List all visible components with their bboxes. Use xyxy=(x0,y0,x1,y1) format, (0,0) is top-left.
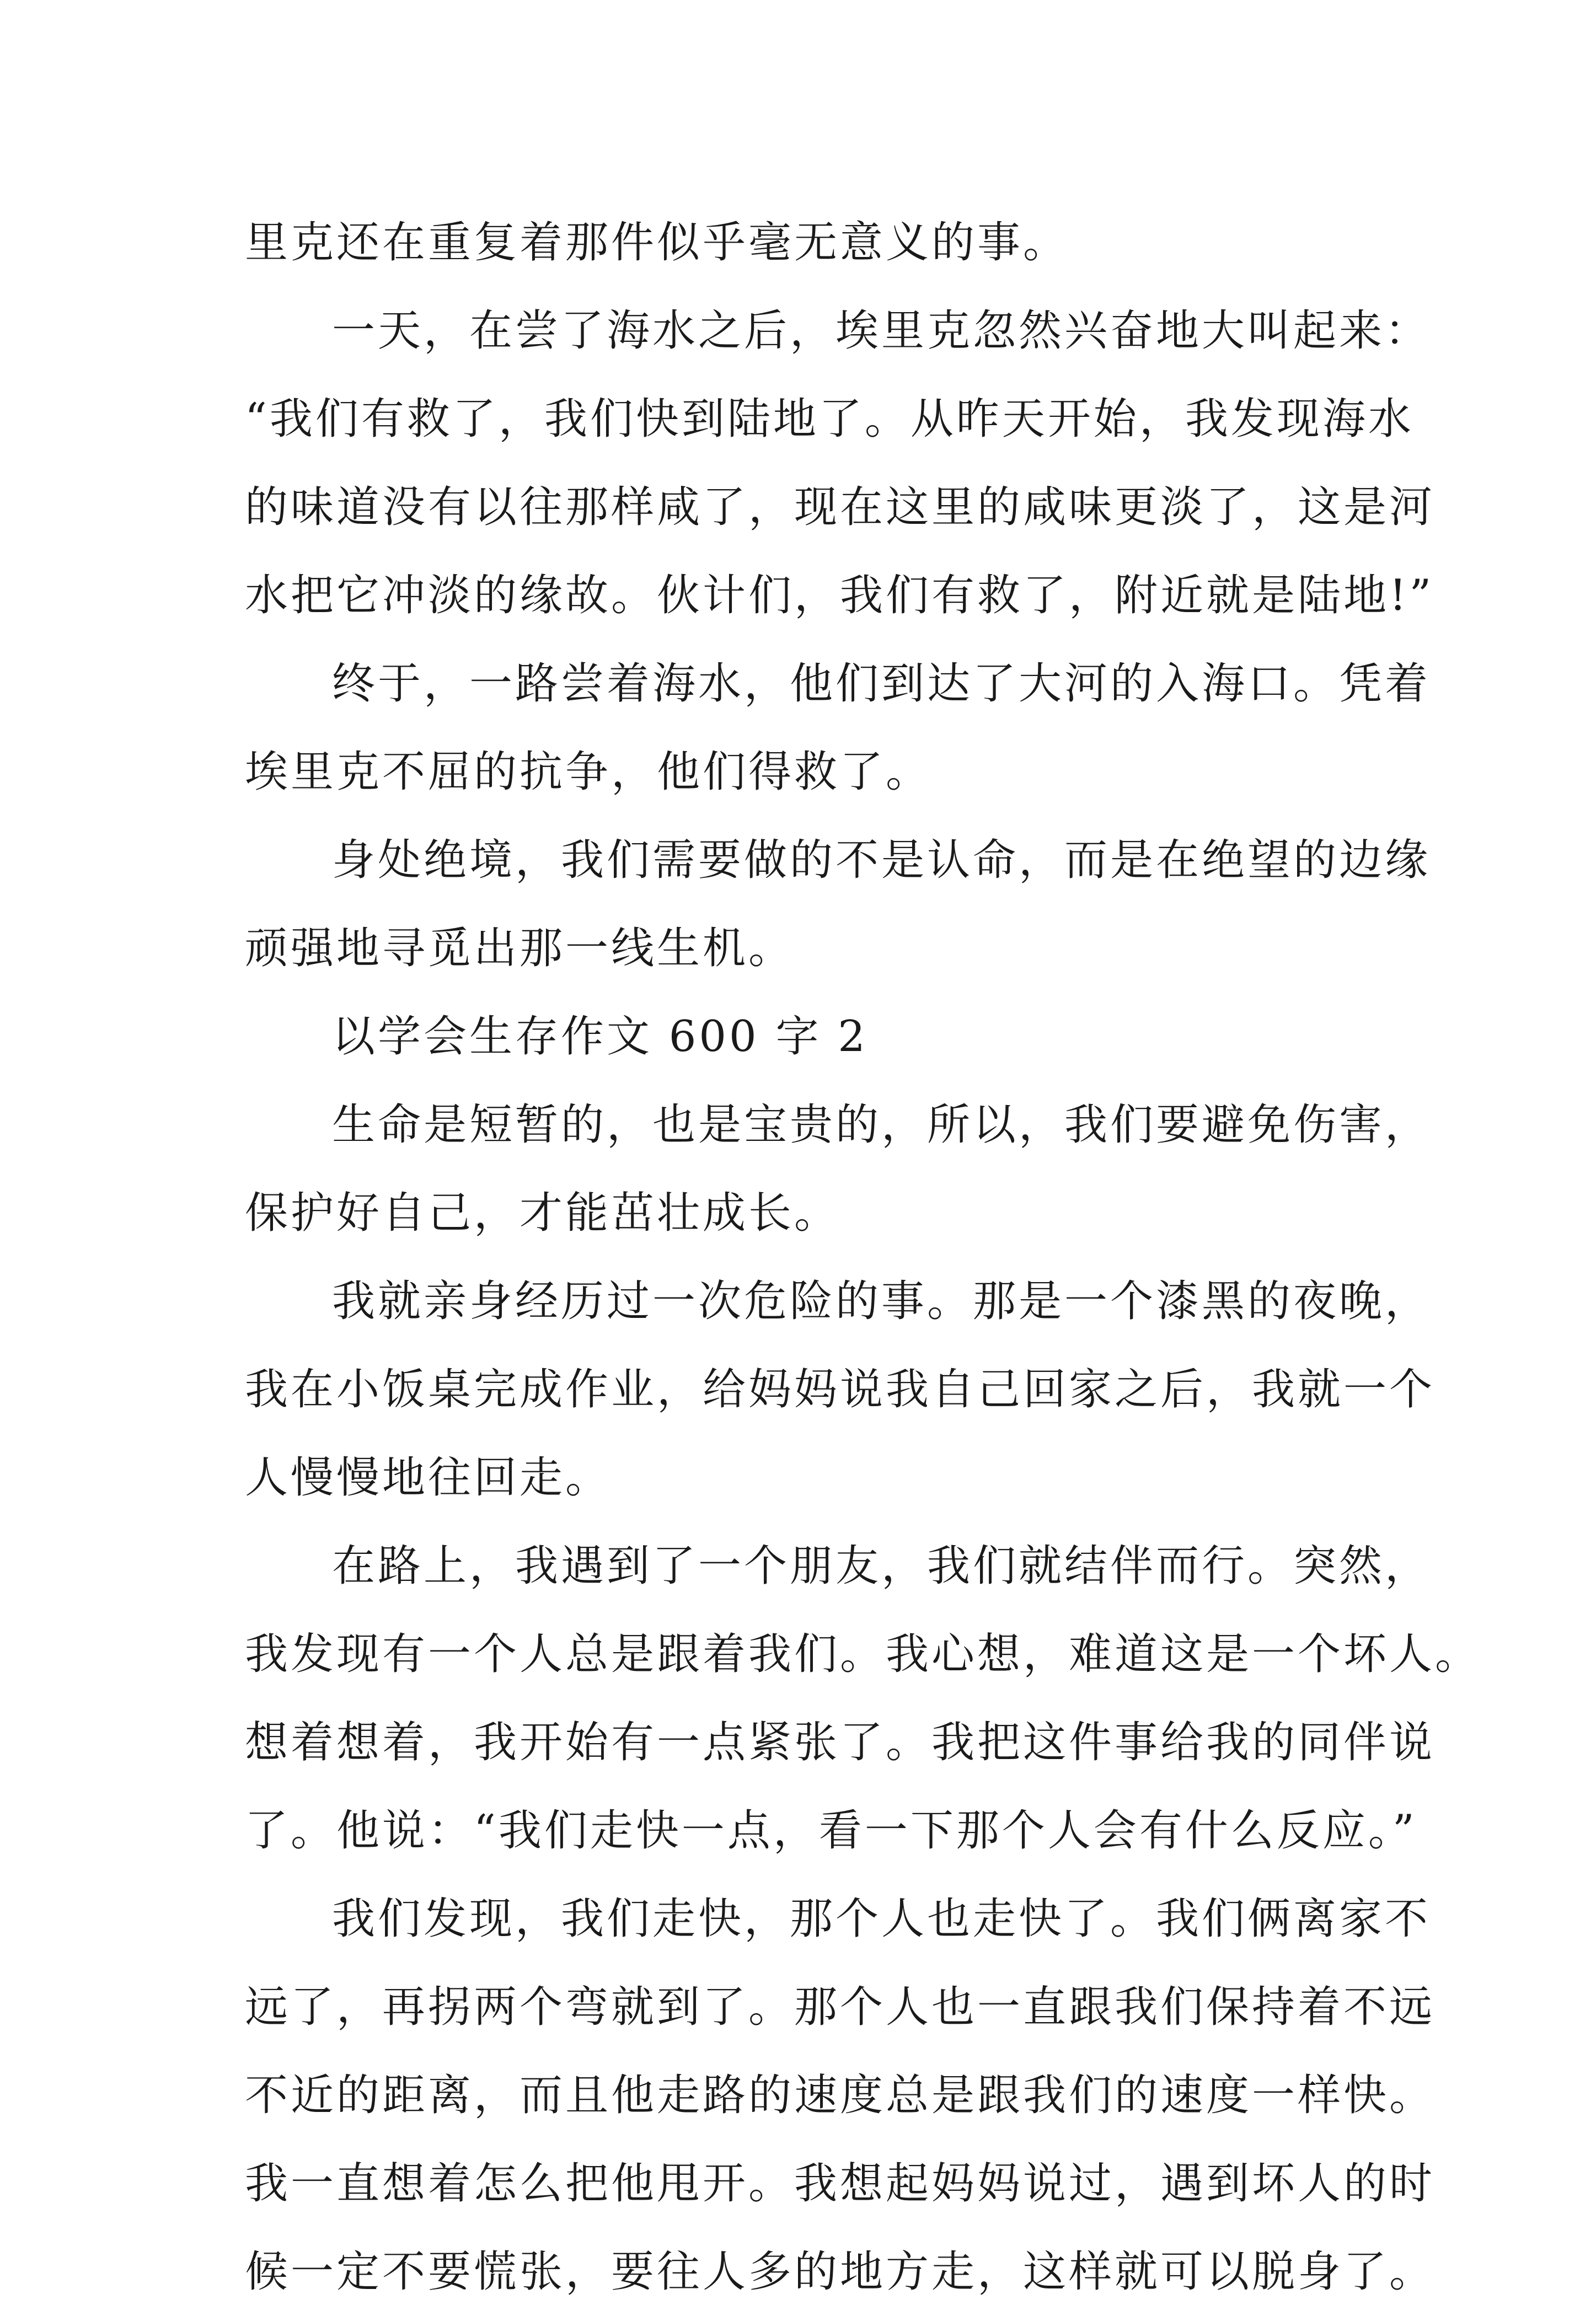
text-line: 我们发现，我们走快，那个人也走快了。我们俩离家不 xyxy=(332,1894,1431,1944)
text-line: 想着想着，我开始有一点紧张了。我把这件事给我的同伴说 xyxy=(245,1718,1436,1767)
text-line: 埃里克不屈的抗争，他们得救了。 xyxy=(245,747,932,797)
text-line: 里克还在重复着那件似乎毫无意义的事。 xyxy=(245,218,1069,267)
text-line: 身处绝境，我们需要做的不是认命，而是在绝望的边缘 xyxy=(332,835,1431,885)
section-title: 以学会生存作文 600 字 2 xyxy=(332,1012,868,1062)
essay-body xyxy=(245,199,1481,2316)
text-line: 我发现有一个人总是跟着我们。我心想，难道这是一个坏人。 xyxy=(245,1629,1481,1679)
text-line: 一天，在尝了海水之后，埃里克忽然兴奋地大叫起来： xyxy=(332,306,1431,356)
text-line: 终于，一路尝着海水，他们到达了大河的入海口。凭着 xyxy=(332,659,1431,709)
text-line: “我们有救了，我们快到陆地了。从昨天开始，我发现海水 xyxy=(245,394,1414,444)
text-line: 我在小饭桌完成作业，给妈妈说我自己回家之后，我就一个 xyxy=(245,1365,1436,1414)
text-line: 远了，再拐两个弯就到了。那个人也一直跟我们保持着不远 xyxy=(245,1982,1436,2032)
text-line: 顽强地寻觅出那一线生机。 xyxy=(245,924,795,973)
text-line: 人慢慢地往回走。 xyxy=(245,1453,612,1503)
text-line: 我就亲身经历过一次危险的事。那是一个漆黑的夜晚， xyxy=(332,1277,1431,1326)
text-line: 候一定不要慌张，要往人多的地方走，这样就可以脱身了。 xyxy=(245,2247,1436,2297)
text-line: 在路上，我遇到了一个朋友，我们就结伴而行。突然， xyxy=(332,1541,1431,1591)
text-line: 生命是短暂的，也是宝贵的，所以，我们要避免伤害， xyxy=(332,1100,1431,1150)
text-line: 了。他说：“我们走快一点，看一下那个人会有什么反应。” xyxy=(245,1806,1417,1856)
text-line: 保护好自己，才能茁壮成长。 xyxy=(245,1188,840,1238)
text-line: 水把它冲淡的缘故。伙计们，我们有救了，附近就是陆地!” xyxy=(245,571,1434,620)
text-line: 的味道没有以往那样咸了，现在这里的咸味更淡了，这是河 xyxy=(245,482,1436,532)
text-line: 我一直想着怎么把他甩开。我想起妈妈说过，遇到坏人的时 xyxy=(245,2159,1436,2208)
text-line: 不近的距离，而且他走路的速度总是跟我们的速度一样快。 xyxy=(245,2071,1436,2120)
